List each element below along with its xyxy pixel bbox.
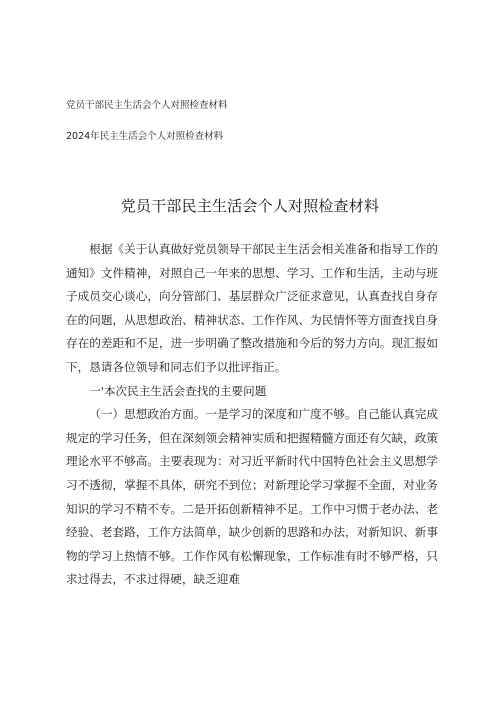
document-title: 党员干部民主生活会个人对照检查材料: [120, 197, 380, 215]
section-paragraph: （一）思想政治方面。一是学习的深度和广度不够。自己能认真完成规定的学习任务，但在深刻领会精神实质和把握精髓方面还有欠缺，政策理论水平不够高。主要表现为：对习近平新时代中国特色社会主义思想学习不透彻，掌握不具体，研究不到位；对新理论学习掌握不全面，对业务知识的学习不精不专。二是开拓创新精神不足。工作中习惯于老办法、老经验、老套路，工作方法简单，缺少创新的思路和办法，对新知识、新事物的学习上热情不够。工作作风有松懈现象，工作标准有时不够严格，只求过得去，不求过得硬，缺乏迎难: [66, 407, 438, 587]
section-heading: 一'本次民主生活会查找的主要问题: [89, 383, 267, 398]
header-line-2: 2024年民主生活会个人对照检查材料: [66, 131, 224, 142]
document-body: [66, 238, 438, 592]
header-line-1: 党员干部民主生活会个人对照检查材料: [66, 100, 228, 111]
intro-paragraph: 根据《关于认真做好党员领导干部民主生活会相关准备和指导工作的通知》文件精神，对照自己一年来的思想、学习、工作和生活，主动与班子成员交心谈心，向分管部门、基层群众广泛征求意见，认真查找自身存在的问题，从思想政治、精神状态、工作作风、为民情怀等方面查找自身存在的差距和不足，进一步明确了整改措施和今后的努力方向。现汇报如下，恳请各位领导和同志们予以批评指正。: [66, 242, 438, 374]
